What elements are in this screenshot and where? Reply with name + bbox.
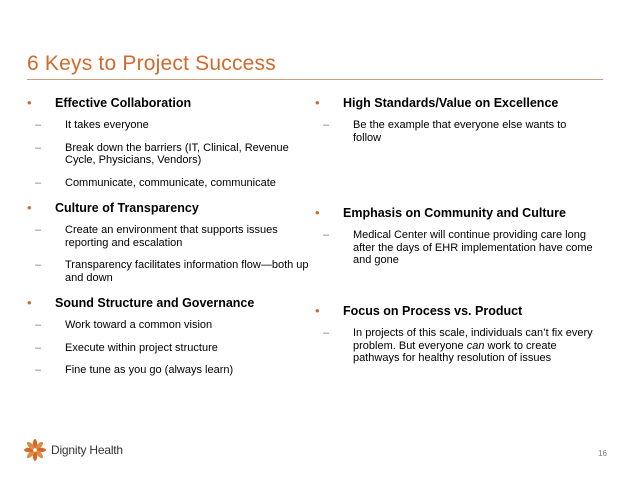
slide-title: 6 Keys to Project Success [27, 52, 276, 75]
sub-text: In projects of this scale, individuals can’t fix every problem. But everyone can work to create pathways for healthy resolution of issues [353, 327, 593, 364]
sub-point: – Fine tune as you go (always learn) [35, 364, 234, 376]
dash-icon: – [35, 341, 42, 354]
dash-icon: – [323, 327, 330, 339]
sub-point: – Break down the barriers (IT, Clinical, Revenue Cycle, Physicians, Vendors) [35, 141, 289, 166]
sub-point: – Transparency facilitates information flow—both up and down [35, 259, 309, 284]
sub-point: – Create an environment that supports issues reporting and escalation [35, 224, 278, 249]
bullet-icon: • [27, 95, 32, 110]
bullet-icon: • [315, 95, 320, 110]
key-heading: Emphasis on Community and Culture [343, 206, 566, 220]
sub-point: – Be the example that everyone else wants to follow [323, 119, 567, 144]
key-point [315, 205, 597, 292]
key-point [27, 295, 309, 377]
footer-logo [22, 437, 123, 463]
sub-point: – Execute within project structure [35, 341, 218, 354]
title-divider [27, 79, 603, 80]
bullet-icon: • [315, 205, 320, 220]
key-point [315, 95, 597, 194]
key-point [27, 95, 309, 189]
sub-point [323, 327, 597, 365]
sub-point: – It takes everyone [35, 119, 149, 131]
logo-text: Dignity Health [51, 443, 123, 457]
key-heading: Culture of Transparency [55, 201, 199, 215]
page-number: 16 [598, 449, 607, 458]
bullet-icon: • [27, 295, 32, 310]
dignity-health-logo-icon [22, 437, 48, 463]
dash-icon: – [323, 229, 330, 241]
key-heading: Focus on Process vs. Product [343, 304, 523, 318]
key-heading: High Standards/Value on Excellence [343, 96, 559, 110]
dash-icon: – [35, 259, 42, 271]
dash-icon: – [35, 224, 42, 236]
key-heading: Sound Structure and Governance [55, 296, 255, 310]
right-column [315, 95, 597, 376]
sub-point: – Work toward a common vision [35, 319, 213, 331]
sub-point: – Communicate, communicate, communicate [35, 176, 276, 189]
bullet-icon: • [315, 303, 320, 318]
dash-icon: – [35, 176, 42, 189]
key-point [315, 303, 597, 365]
key-point [27, 200, 309, 284]
dash-icon: – [35, 141, 42, 154]
left-column [27, 95, 309, 388]
sub-point: – Medical Center will continue providing care long after the days of EHR implementation have come and gone [323, 229, 593, 266]
dash-icon: – [35, 364, 42, 376]
dash-icon: – [35, 319, 42, 331]
bullet-icon: • [27, 200, 32, 215]
dash-icon: – [323, 119, 330, 131]
key-heading: Effective Collaboration [55, 96, 192, 110]
dash-icon: – [35, 119, 42, 131]
